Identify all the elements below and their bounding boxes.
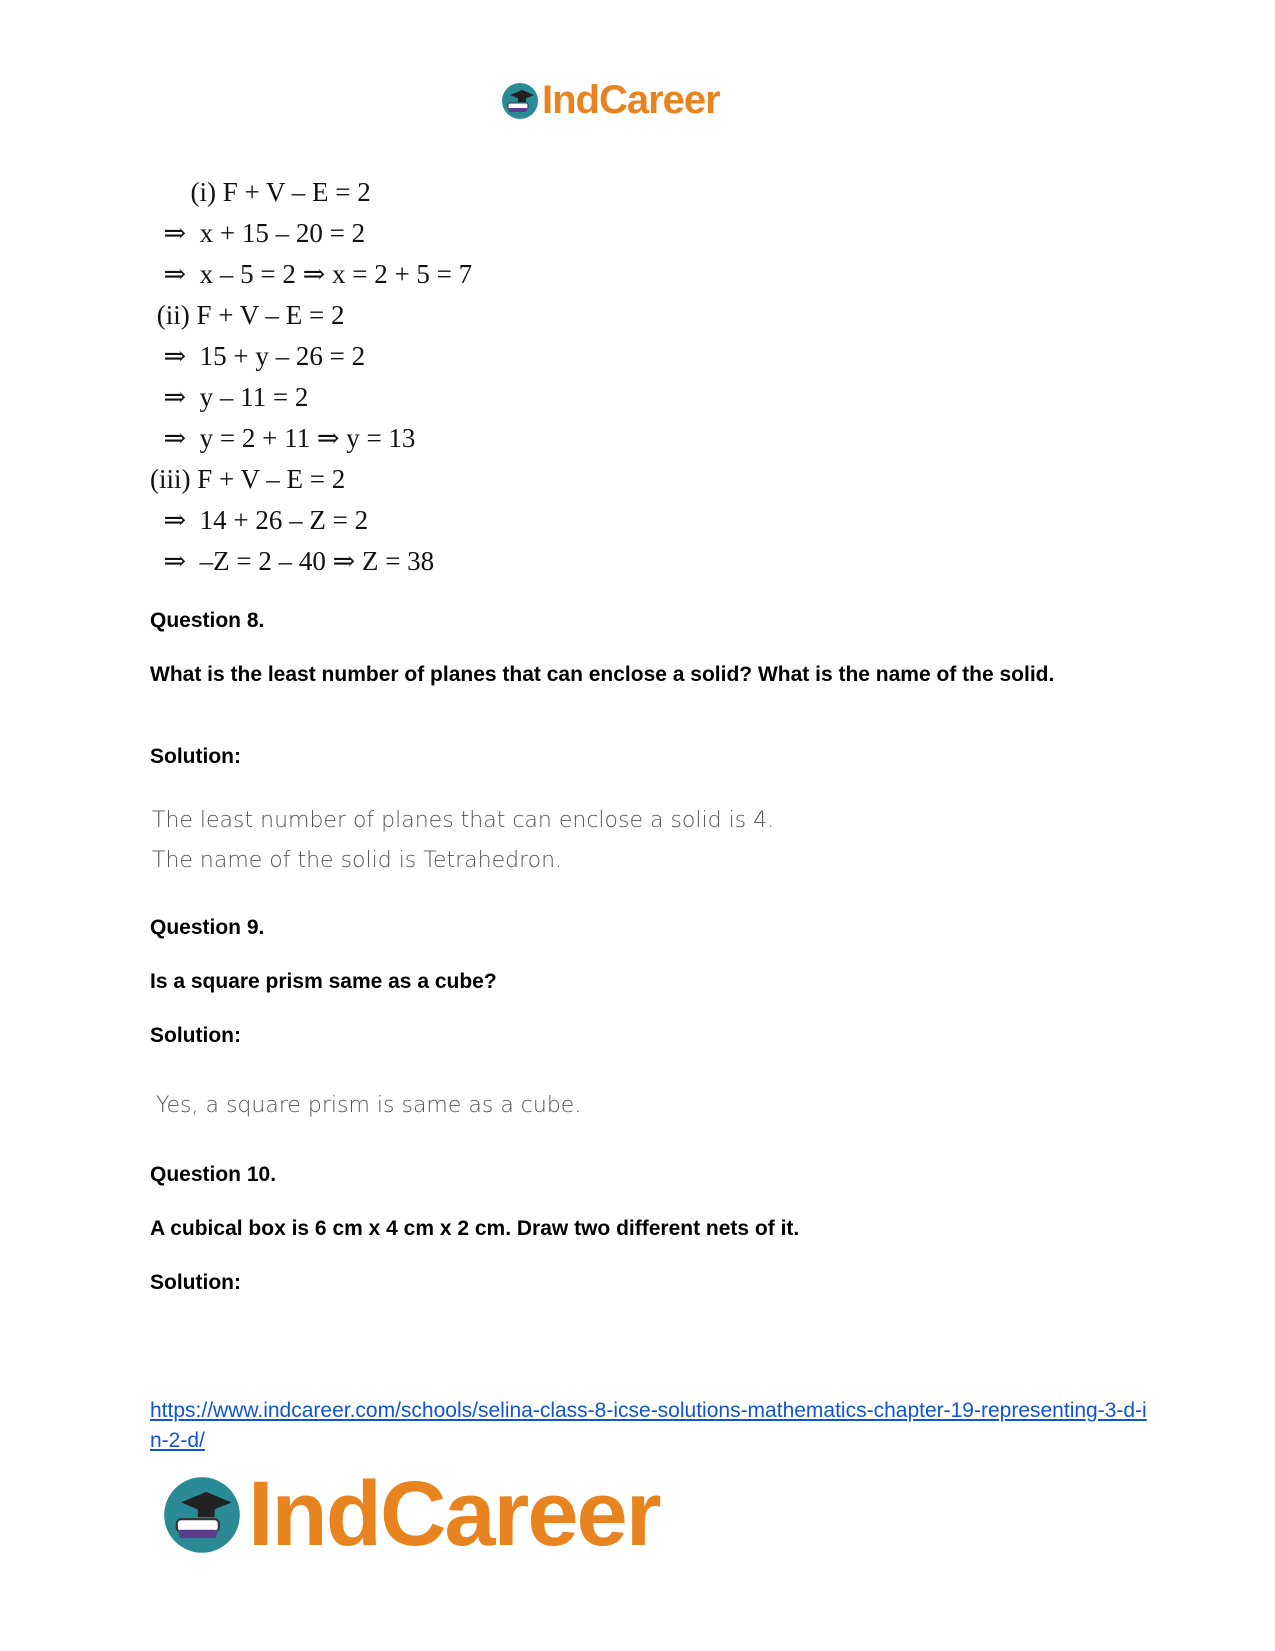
question-10-heading: Question 10. — [150, 1163, 277, 1186]
question-9-heading: Question 9. — [150, 916, 265, 939]
question-8-heading: Question 8. — [150, 609, 265, 632]
graduation-cap-book-icon — [500, 81, 540, 121]
math-line: ⇒ –Z = 2 – 40 ⇒ Z = 38 — [150, 546, 435, 576]
math-line: (ii) F + V – E = 2 — [150, 300, 345, 330]
question-10-text: A cubical box is 6 cm x 4 cm x 2 cm. Draw two different nets of it. — [150, 1217, 800, 1240]
math-line: ⇒ 15 + y – 26 = 2 — [150, 341, 366, 371]
question-10-solution-label: Solution: — [150, 1271, 241, 1294]
math-line: (i) F + V – E = 2 — [150, 177, 371, 207]
math-line: ⇒ 14 + 26 – Z = 2 — [150, 505, 369, 535]
indcareer-logo-bottom — [160, 1462, 660, 1567]
math-line: (iii) F + V – E = 2 — [150, 464, 346, 494]
graduation-cap-book-icon — [160, 1473, 244, 1557]
question-9-text: Is a square prism same as a cube? — [150, 970, 497, 993]
question-8-answer-line-2: The name of the solid is Tetrahedron. — [152, 848, 563, 873]
math-working — [150, 172, 570, 582]
math-line: ⇒ x – 5 = 2 ⇒ x = 2 + 5 = 7 — [150, 259, 473, 289]
question-8-text: What is the least number of planes that can enclose a solid? What is the name of the solid. — [150, 663, 1055, 686]
question-8-solution-label: Solution: — [150, 745, 241, 768]
question-9-answer: Yes, a square prism is same as a cube. — [156, 1093, 582, 1118]
brand-wordmark: IndCareer — [248, 1463, 660, 1565]
indcareer-logo-top — [500, 78, 720, 123]
brand-wordmark: IndCareer — [542, 78, 720, 122]
math-line: ⇒ y – 11 = 2 — [150, 382, 309, 412]
math-line: ⇒ y = 2 + 11 ⇒ y = 13 — [150, 423, 416, 453]
question-9-solution-label: Solution: — [150, 1024, 241, 1047]
question-8-answer-line-1: The least number of planes that can enclose a solid is 4. — [152, 808, 775, 833]
math-line: ⇒ x + 15 – 20 = 2 — [150, 218, 366, 248]
source-url-link[interactable]: https://www.indcareer.com/schools/selina-class-8-icse-solutions-mathematics-chapter-19-representing-3-d-in-2-d/ — [150, 1399, 1147, 1452]
